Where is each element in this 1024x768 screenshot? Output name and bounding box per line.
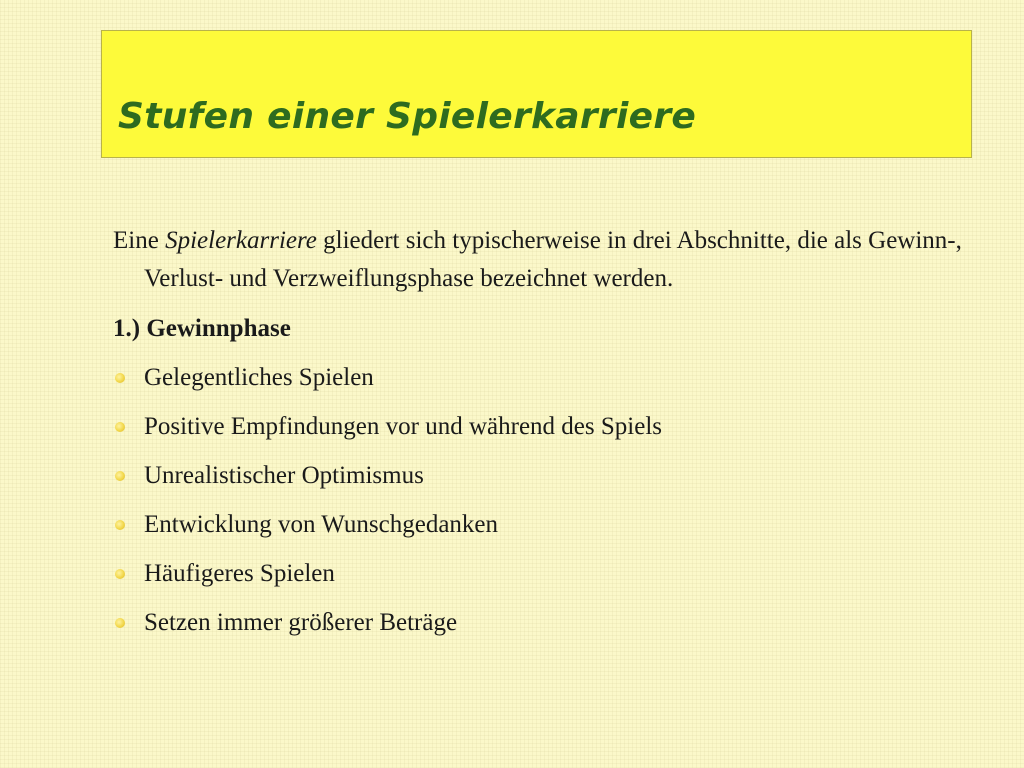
intro-text-end: gliedert sich typischerweise in drei Abschnitte, die als Gewinn-, Verlust- und Verzweiflungsphase bezeichnet werden. [144, 227, 962, 292]
bullet-dot-icon [115, 422, 125, 432]
bullet-item [113, 408, 973, 446]
bullet-text: Unrealistischer Optimismus [144, 462, 424, 489]
bullet-text: Gelegentliches Spielen [144, 364, 374, 391]
bullet-dot-icon [115, 520, 125, 530]
bullet-item [113, 506, 973, 544]
bullet-text: Häufigeres Spielen [144, 560, 335, 587]
bullet-dot-icon [115, 569, 125, 579]
intro-paragraph [113, 222, 973, 298]
bullet-dot-icon [115, 471, 125, 481]
slide-content [113, 222, 973, 653]
bullet-dot-icon [115, 618, 125, 628]
bullet-text: Positive Empfindungen vor und während des Spiels [144, 413, 662, 440]
bullet-text: Setzen immer größerer Beträge [144, 609, 458, 636]
intro-emphasis: Spielerkarriere [165, 227, 317, 254]
title-box [101, 30, 972, 158]
bullet-item [113, 555, 973, 593]
bullet-text: Entwicklung von Wunschgedanken [144, 511, 499, 538]
bullet-item [113, 359, 973, 397]
intro-text-start: Eine [113, 227, 166, 254]
slide-title: Stufen einer Spielerkarriere [118, 96, 697, 137]
bullet-list [113, 359, 973, 642]
bullet-item [113, 604, 973, 642]
bullet-item [113, 457, 973, 495]
bullet-dot-icon [115, 373, 125, 383]
section-title: 1.) Gewinnphase [113, 315, 291, 342]
